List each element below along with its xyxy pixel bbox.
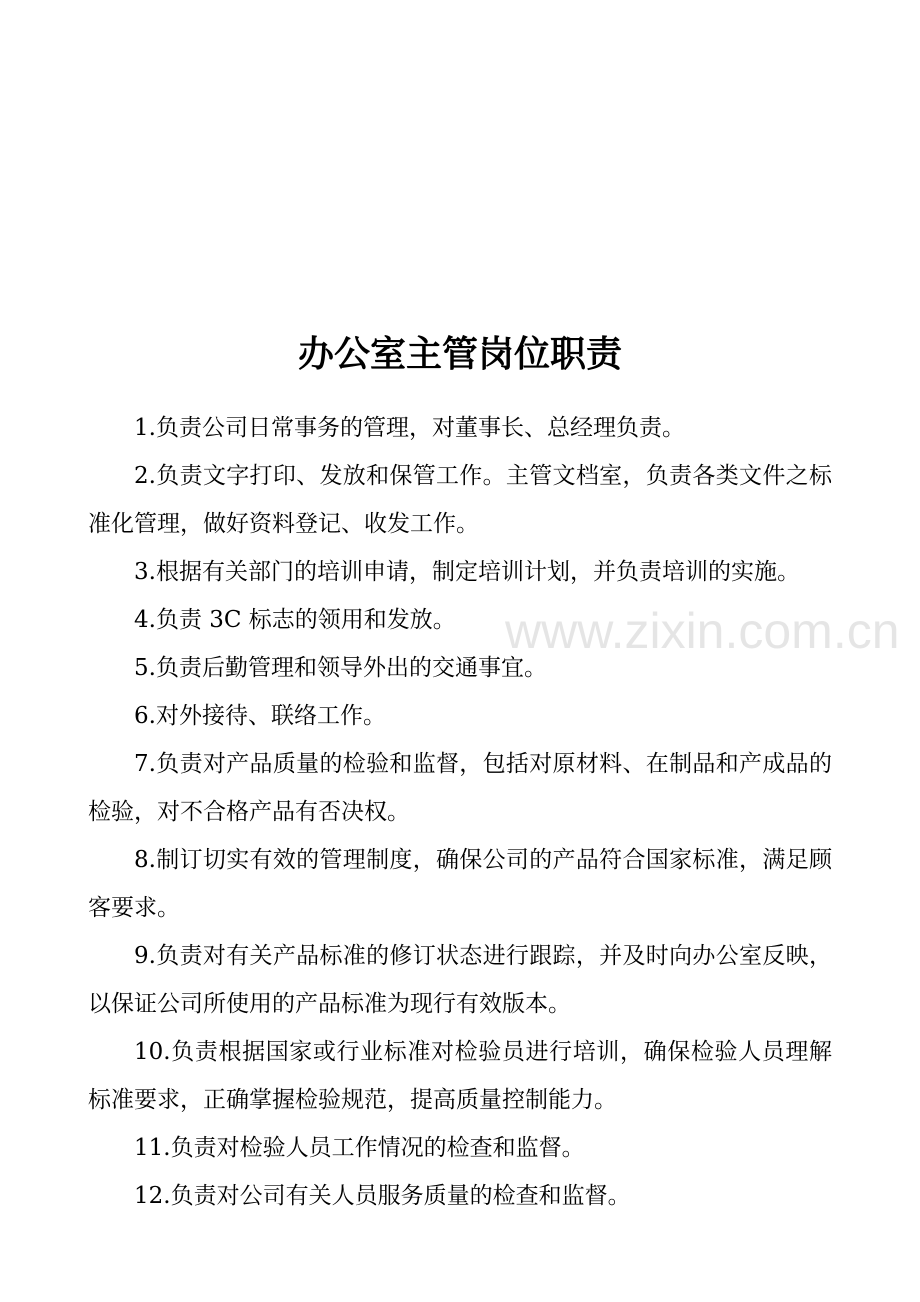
duty-item-12: 12.负责对公司有关人员服务质量的检查和监督。: [134, 1183, 631, 1209]
duty-item-7: 7.负责对产品质量的检验和监督，包括对原材料、在制品和产成品的检验，对不合格产品有否决权。: [88, 751, 832, 825]
duty-item-5: 5.负责后勤管理和领导外出的交通事宜。: [134, 655, 547, 681]
document-title: 办公室主管岗位职责: [297, 333, 622, 375]
duty-item-6: 6.对外接待、联络工作。: [134, 703, 386, 729]
document-body: [88, 404, 832, 1220]
duty-item-4: 4.负责 3C 标志的领用和发放。: [134, 607, 456, 633]
watermark: www.zixin.com.cn: [505, 603, 900, 659]
duty-item-1: 1.负责公司日常事务的管理，对董事长、总经理负责。: [134, 415, 685, 441]
duty-item-11: 11.负责对检验人员工作情况的检查和监督。: [134, 1135, 585, 1161]
duty-item-3: 3.根据有关部门的培训申请，制定培训计划，并负责培训的实施。: [134, 559, 800, 585]
duty-item-2: 2.负责文字打印、发放和保管工作。主管文档室，负责各类文件之标准化管理，做好资料登记、收发工作。: [88, 463, 832, 537]
duty-item-10: 10.负责根据国家或行业标准对检验员进行培训，确保检验人员理解标准要求，正确掌握检验规范，提高质量控制能力。: [88, 1039, 832, 1113]
duty-item-9: 9.负责对有关产品标准的修订状态进行跟踪，并及时向办公室反映，以保证公司所使用的产品标准为现行有效版本。: [88, 943, 832, 1017]
duty-item-8: 8.制订切实有效的管理制度，确保公司的产品符合国家标准，满足顾客要求。: [88, 847, 832, 921]
